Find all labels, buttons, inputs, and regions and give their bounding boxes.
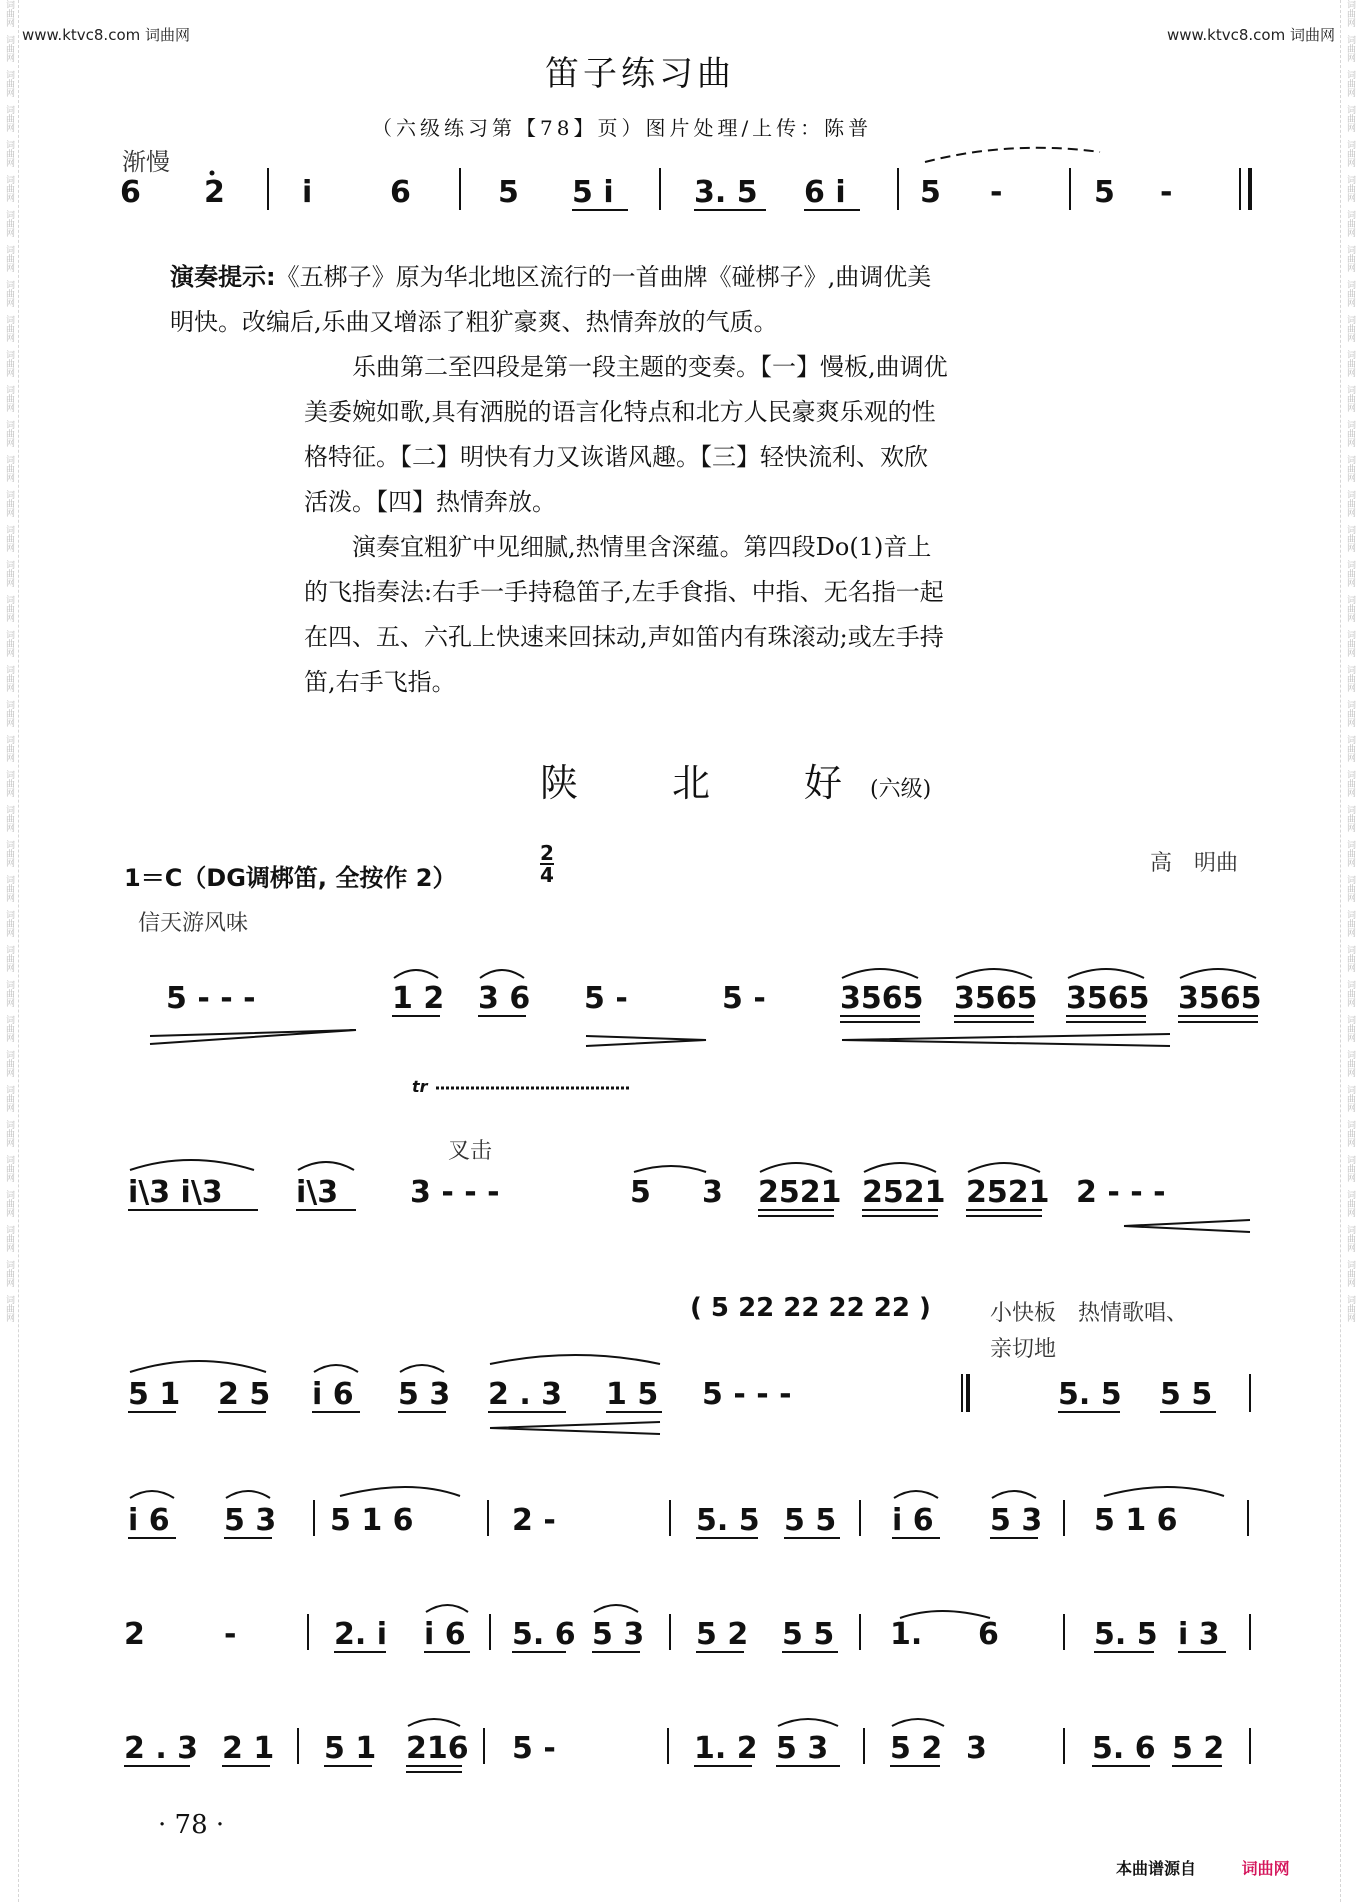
watermark-mark: 词曲网 [4, 0, 14, 27]
prev-piece-title: 笛子练习曲 [545, 54, 735, 94]
watermark-mark: 词曲网 [4, 245, 14, 272]
watermark-mark: 词曲网 [4, 1295, 14, 1322]
watermark-mark: 词曲网 [4, 1015, 14, 1042]
watermark-mark: 词曲网 [4, 455, 14, 482]
svg-text:3565: 3565 [1178, 981, 1262, 1016]
svg-text:2 - - -: 2 - - - [1076, 1175, 1166, 1210]
watermark-mark: 词曲网 [4, 630, 14, 657]
svg-text:2521: 2521 [862, 1175, 946, 1210]
watermark-mark: 词曲网 [1345, 315, 1355, 342]
svg-text:5 5: 5 5 [1160, 1377, 1213, 1412]
svg-text:5: 5 [1094, 175, 1115, 210]
watermark-mark: 词曲网 [4, 315, 14, 342]
expression-mark: 信天游风味 [138, 911, 249, 936]
svg-text:-: - [990, 175, 1003, 210]
svg-text:5 i: 5 i [572, 175, 614, 210]
watermark-mark: 词曲网 [4, 875, 14, 902]
svg-text:5 3: 5 3 [224, 1503, 277, 1538]
svg-text:i 6: i 6 [312, 1377, 354, 1412]
svg-text:2 1: 2 1 [222, 1731, 275, 1766]
watermark-mark: 词曲网 [1345, 1295, 1355, 1322]
watermark-mark: 词曲网 [4, 735, 14, 762]
svg-text:5 3: 5 3 [776, 1731, 829, 1766]
watermark-mark: 词曲网 [4, 140, 14, 167]
svg-text:5 -: 5 - [584, 981, 628, 1016]
song-level: (六级) [870, 777, 932, 802]
svg-text:5. 6: 5. 6 [512, 1617, 576, 1652]
watermark-mark: 词曲网 [1345, 1225, 1355, 1252]
watermark-mark: 词曲网 [1345, 455, 1355, 482]
watermark-mark: 词曲网 [1345, 175, 1355, 202]
svg-text:5 5: 5 5 [784, 1503, 837, 1538]
svg-text:216: 216 [406, 1731, 469, 1766]
watermark-mark: 词曲网 [4, 70, 14, 97]
svg-text:5. 5: 5. 5 [1094, 1617, 1158, 1652]
svg-text:i 6: i 6 [424, 1617, 466, 1652]
watermark-mark: 词曲网 [1345, 595, 1355, 622]
svg-text:3. 5: 3. 5 [694, 175, 758, 210]
watermark-mark: 词曲网 [4, 1085, 14, 1112]
svg-text:i\3: i\3 [296, 1175, 339, 1210]
watermark-mark: 词曲网 [1345, 105, 1355, 132]
watermark-mark: 词曲网 [4, 1225, 14, 1252]
svg-text:5. 5: 5. 5 [696, 1503, 760, 1538]
watermark-mark: 词曲网 [1345, 1085, 1355, 1112]
watermark-mark: 词曲网 [4, 1120, 14, 1147]
svg-text:5: 5 [920, 175, 941, 210]
svg-text:5 1 6: 5 1 6 [330, 1503, 414, 1538]
watermark-mark: 词曲网 [1345, 70, 1355, 97]
site-url-right[interactable]: www.ktvc8.com 词曲网 [1166, 26, 1335, 44]
svg-text:5. 6: 5. 6 [1092, 1731, 1156, 1766]
watermark-mark: 词曲网 [4, 840, 14, 867]
svg-text:5: 5 [630, 1175, 651, 1210]
watermark-mark: 词曲网 [1345, 0, 1355, 27]
svg-text:tr: tr [412, 1077, 428, 1096]
svg-text:1 5: 1 5 [606, 1377, 659, 1412]
svg-text:5 1 6: 5 1 6 [1094, 1503, 1178, 1538]
svg-text:( 5 22 22 22 22 ): ( 5 22 22 22 22 ) [690, 1293, 931, 1323]
svg-text:6 i: 6 i [804, 175, 846, 210]
watermark-mark: 词曲网 [1345, 1260, 1355, 1287]
svg-text:i 6: i 6 [892, 1503, 934, 1538]
svg-text:3565: 3565 [840, 981, 924, 1016]
source-brand-link[interactable]: 词曲网 [1241, 1859, 1290, 1878]
svg-text:5 2: 5 2 [696, 1617, 749, 1652]
notes-paragraph-3: 演奏宜粗犷中见细腻,热情里含深蕴。第四段Do(1)音上的飞指奏法:右手一手持稳笛子,左手食指、中指、无名指一起在四、五、六孔上快速来回抹动,声如笛内有珠滚动;或左手持笛,右手飞指。 [304, 533, 944, 696]
svg-text:2521: 2521 [966, 1175, 1050, 1210]
tempo-change-line-1: 小快板 热情歌唱、 [990, 1301, 1189, 1326]
watermark-mark: 词曲网 [1345, 560, 1355, 587]
watermark-mark: 词曲网 [4, 105, 14, 132]
song-title-text: 陕 北 好 [540, 761, 871, 805]
svg-text:2 . 3: 2 . 3 [124, 1731, 199, 1766]
tempo-change-line-2: 亲切地 [990, 1337, 1057, 1362]
watermark-mark: 词曲网 [1345, 525, 1355, 552]
watermark-mark: 词曲网 [4, 980, 14, 1007]
watermark-mark: 词曲网 [1345, 630, 1355, 657]
prev-piece-subtitle: （六级练习第【78】页）图片处理/上传：陈普 [372, 116, 873, 140]
svg-text:3: 3 [966, 1731, 987, 1766]
watermark-mark: 词曲网 [4, 770, 14, 797]
notes-paragraph-2: 乐曲第二至四段是第一段主题的变奏。【一】慢板,曲调优美委婉如歌,具有洒脱的语言化特点和北方人民豪爽乐观的性格特征。【二】明快有力又诙谐风趣。【三】轻快流利、欢欣活泼。【四】热情奔放。 [304, 353, 948, 516]
svg-text:2 -: 2 - [512, 1503, 556, 1538]
watermark-mark: 词曲网 [1345, 420, 1355, 447]
watermark-mark: 词曲网 [1345, 770, 1355, 797]
svg-text:i 6: i 6 [128, 1503, 170, 1538]
watermark-mark: 词曲网 [1345, 805, 1355, 832]
watermark-mark: 词曲网 [1345, 280, 1355, 307]
watermark-mark: 词曲网 [1345, 1015, 1355, 1042]
svg-text:3 - - -: 3 - - - [410, 1175, 500, 1210]
watermark-mark: 词曲网 [1345, 840, 1355, 867]
watermark-mark: 词曲网 [1345, 140, 1355, 167]
watermark-mark: 词曲网 [4, 525, 14, 552]
watermark-mark: 词曲网 [4, 910, 14, 937]
time-sig-top: 2 [540, 841, 554, 865]
svg-text:i: i [302, 175, 313, 210]
watermark-mark: 词曲网 [1345, 245, 1355, 272]
watermark-mark: 词曲网 [1345, 875, 1355, 902]
watermark-mark: 词曲网 [1345, 385, 1355, 412]
svg-text:3565: 3565 [1066, 981, 1150, 1016]
composer: 高 明曲 [1150, 851, 1239, 876]
svg-text:-: - [1160, 175, 1173, 210]
svg-text:2521: 2521 [758, 1175, 842, 1210]
svg-text:1. 2: 1. 2 [694, 1731, 758, 1766]
svg-text:2. i: 2. i [334, 1617, 387, 1652]
watermark-mark: 词曲网 [4, 595, 14, 622]
svg-text:6: 6 [978, 1617, 999, 1652]
watermark-mark: 词曲网 [4, 1050, 14, 1077]
watermark-mark: 词曲网 [4, 1155, 14, 1182]
svg-text:6: 6 [390, 175, 411, 210]
watermark-mark: 词曲网 [4, 350, 14, 377]
source-credit[interactable] [1116, 1856, 1290, 1879]
svg-text:5 - - -: 5 - - - [166, 981, 256, 1016]
watermark-mark: 词曲网 [4, 805, 14, 832]
watermark-mark: 词曲网 [4, 35, 14, 62]
svg-text:2: 2 [124, 1617, 145, 1652]
svg-text:5 -: 5 - [512, 1731, 556, 1766]
svg-text:1.: 1. [890, 1617, 923, 1652]
svg-text:5. 5: 5. 5 [1058, 1377, 1122, 1412]
watermark-mark: 词曲网 [4, 1190, 14, 1217]
watermark-mark: 词曲网 [4, 175, 14, 202]
notes-heading: 演奏提示: [170, 263, 276, 291]
watermark-mark: 词曲网 [1345, 1120, 1355, 1147]
watermark-mark: 词曲网 [1345, 980, 1355, 1007]
watermark-mark: 词曲网 [1345, 1050, 1355, 1077]
watermark-mark: 词曲网 [4, 1260, 14, 1287]
watermark-mark: 词曲网 [4, 700, 14, 727]
svg-text:i\3 i\3: i\3 i\3 [128, 1175, 223, 1210]
svg-text:3565: 3565 [954, 981, 1038, 1016]
svg-text:-: - [224, 1617, 237, 1652]
svg-text:5 - - -: 5 - - - [702, 1377, 792, 1412]
svg-text:5 5: 5 5 [782, 1617, 835, 1652]
watermark-mark: 词曲网 [1345, 350, 1355, 377]
watermark-mark: 词曲网 [4, 945, 14, 972]
source-label: 本曲谱源自 [1116, 1859, 1197, 1878]
watermark-mark: 词曲网 [4, 210, 14, 237]
watermark-mark: 词曲网 [4, 280, 14, 307]
svg-text:3: 3 [702, 1175, 723, 1210]
watermark-mark: 词曲网 [4, 665, 14, 692]
watermark-mark: 词曲网 [1345, 210, 1355, 237]
time-sig-bottom: 4 [540, 863, 554, 887]
svg-text:5 3: 5 3 [398, 1377, 451, 1412]
watermark-mark: 词曲网 [1345, 665, 1355, 692]
svg-text:5 -: 5 - [722, 981, 766, 1016]
watermark-mark: 词曲网 [4, 490, 14, 517]
watermark-mark: 词曲网 [4, 560, 14, 587]
watermark-mark: 词曲网 [1345, 1190, 1355, 1217]
svg-text:3 6: 3 6 [478, 981, 531, 1016]
watermark-mark: 词曲网 [1345, 35, 1355, 62]
svg-text:2 . 3: 2 . 3 [488, 1377, 563, 1412]
svg-text:5 2: 5 2 [890, 1731, 943, 1766]
key-signature: 1＝C（DG调梆笛, 全按作 2） [124, 864, 457, 892]
svg-text:5 1: 5 1 [128, 1377, 181, 1412]
watermark-mark: 词曲网 [1345, 735, 1355, 762]
watermark-mark: 词曲网 [1345, 1155, 1355, 1182]
svg-text:5 1: 5 1 [324, 1731, 377, 1766]
svg-text:5 2: 5 2 [1172, 1731, 1225, 1766]
svg-text:2 5: 2 5 [218, 1377, 271, 1412]
svg-text:5 3: 5 3 [592, 1617, 645, 1652]
site-url-left[interactable]: www.ktvc8.com 词曲网 [22, 26, 191, 44]
svg-text:i 3: i 3 [1178, 1617, 1220, 1652]
watermark-mark: 词曲网 [1345, 945, 1355, 972]
watermark-mark: 词曲网 [1345, 490, 1355, 517]
watermark-mark: 词曲网 [1345, 700, 1355, 727]
svg-text:2: 2 [204, 175, 225, 210]
svg-text:5: 5 [498, 175, 519, 210]
tempo-mark-rit: 渐慢 [122, 148, 170, 176]
watermark-mark: 词曲网 [4, 420, 14, 447]
svg-text:5 3: 5 3 [990, 1503, 1043, 1538]
svg-text:6: 6 [120, 175, 141, 210]
notes-paragraph-1: 《五梆子》原为华北地区流行的一首曲牌《碰梆子》,曲调优美明快。改编后,乐曲又增添了粗犷豪爽、热情奔放的气质。 [170, 263, 932, 336]
page-number: · 78 · [158, 1810, 225, 1840]
technique-label: 叉击 [448, 1139, 493, 1164]
watermark-mark: 词曲网 [4, 385, 14, 412]
svg-text:1 2: 1 2 [392, 981, 445, 1016]
watermark-mark: 词曲网 [1345, 910, 1355, 937]
